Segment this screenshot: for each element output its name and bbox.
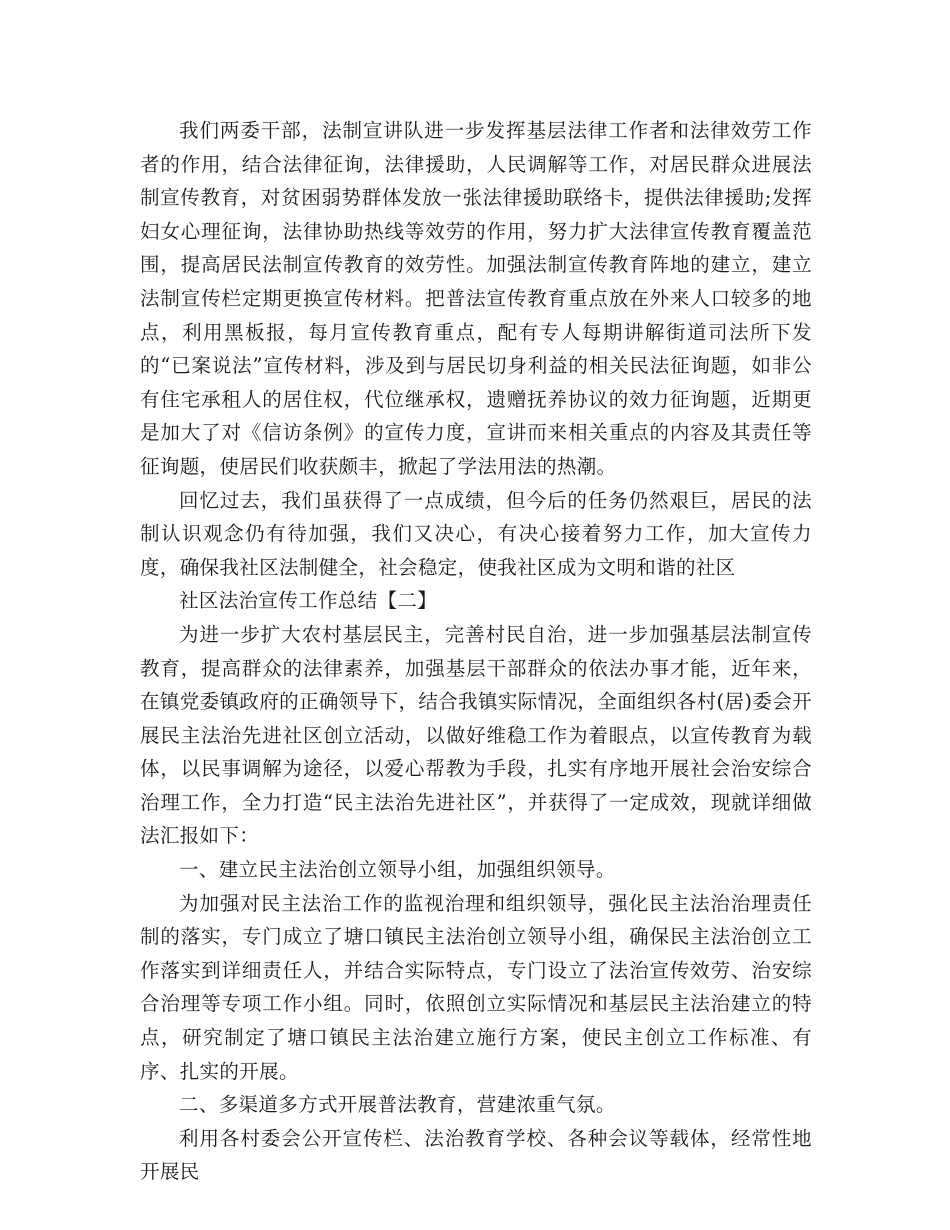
paragraph-leadership-group: 为加强对民主法治工作的监视治理和组织领导，强化民主法治治理责任制的落实，专门成立了塘口镇民主法治创立领导小组，确保民主法治创立工作落实到详细责任人，并结合实际特点，专门设立了法治宣传效劳、治安综合治理等专项工作小组。同时，依照创立实际情况和基层民主法治建立的特点，研究制定了塘口镇民主法治建立施行方案，使民主创立工作标准、有序、扎实的开展。 [140,891,812,1083]
section-title-summary-two: 社区法治宣传工作总结【二】 [179,589,438,613]
document-body [140,114,812,1189]
paragraph-legal-education: 利用各村委会公开宣传栏、法治教育学校、各种会议等载体，经常性地开展民 [140,1126,812,1184]
paragraph-publicity-work: 我们两委干部，法制宣讲队进一步发挥基层法律工作者和法律效劳工作者的作用，结合法律征询，法律援助，人民调解等工作，对居民群众进展法制宣传教育，对贫困弱势群体发放一张法律援助联络卡，提供法律援助;发挥妇女心理征询，法律协助热线等效劳的作用，努力扩大法律宣传教育覆盖范围，提高居民法制宣传教育的效劳性。加强法制宣传教育阵地的建立，建立法制宣传栏定期更换宣传材料。把普法宣传教育重点放在外来人口较多的地点，利用黑板报，每月宣传教育重点，配有专人每期讲解街道司法所下发的“已案说法”宣传材料，涉及到与居民切身利益的相关民法征询题，如非公有住宅承租人的居住权，代位继承权，遗赠抚养协议的效力征询题，近期更是加大了对《信访条例》的宣传力度，宣讲而来相关重点的内容及其责任等征询题，使居民们收获颇丰，掀起了学法用法的热潮。 [140,119,812,478]
heading-legal-education: 二、多渠道多方式开展普法教育，营建浓重气氛。 [179,1093,616,1117]
heading-leadership-group: 一、建立民主法治创立领导小组，加强组织领导。 [179,858,616,882]
paragraph-looking-back: 回忆过去，我们虽获得了一点成绩，但今后的任务仍然艰巨，居民的法制认识观念仍有待加强，我们又决心，有决心接着努力工作，加大宣传力度，确保我社区法制健全，社会稳定，使我社区成为文明和谐的社区 [140,488,812,579]
paragraph-introduction: 为进一步扩大农村基层民主，完善村民自治，进一步加强基层法制宣传教育，提高群众的法律素养，加强基层干部群众的依法办事才能，近年来，在镇党委镇政府的正确领导下，结合我镇实际情况，全面组织各村(居)委会开展民主法治先进社区创立活动，以做好维稳工作为着眼点，以宣传教育为载体，以民事调解为途径，以爱心帮教为手段，扎实有序地开展社会治安综合治理工作，全力打造“民主法治先进社区”，并获得了一定成效，现就详细做法汇报如下： [140,622,812,848]
